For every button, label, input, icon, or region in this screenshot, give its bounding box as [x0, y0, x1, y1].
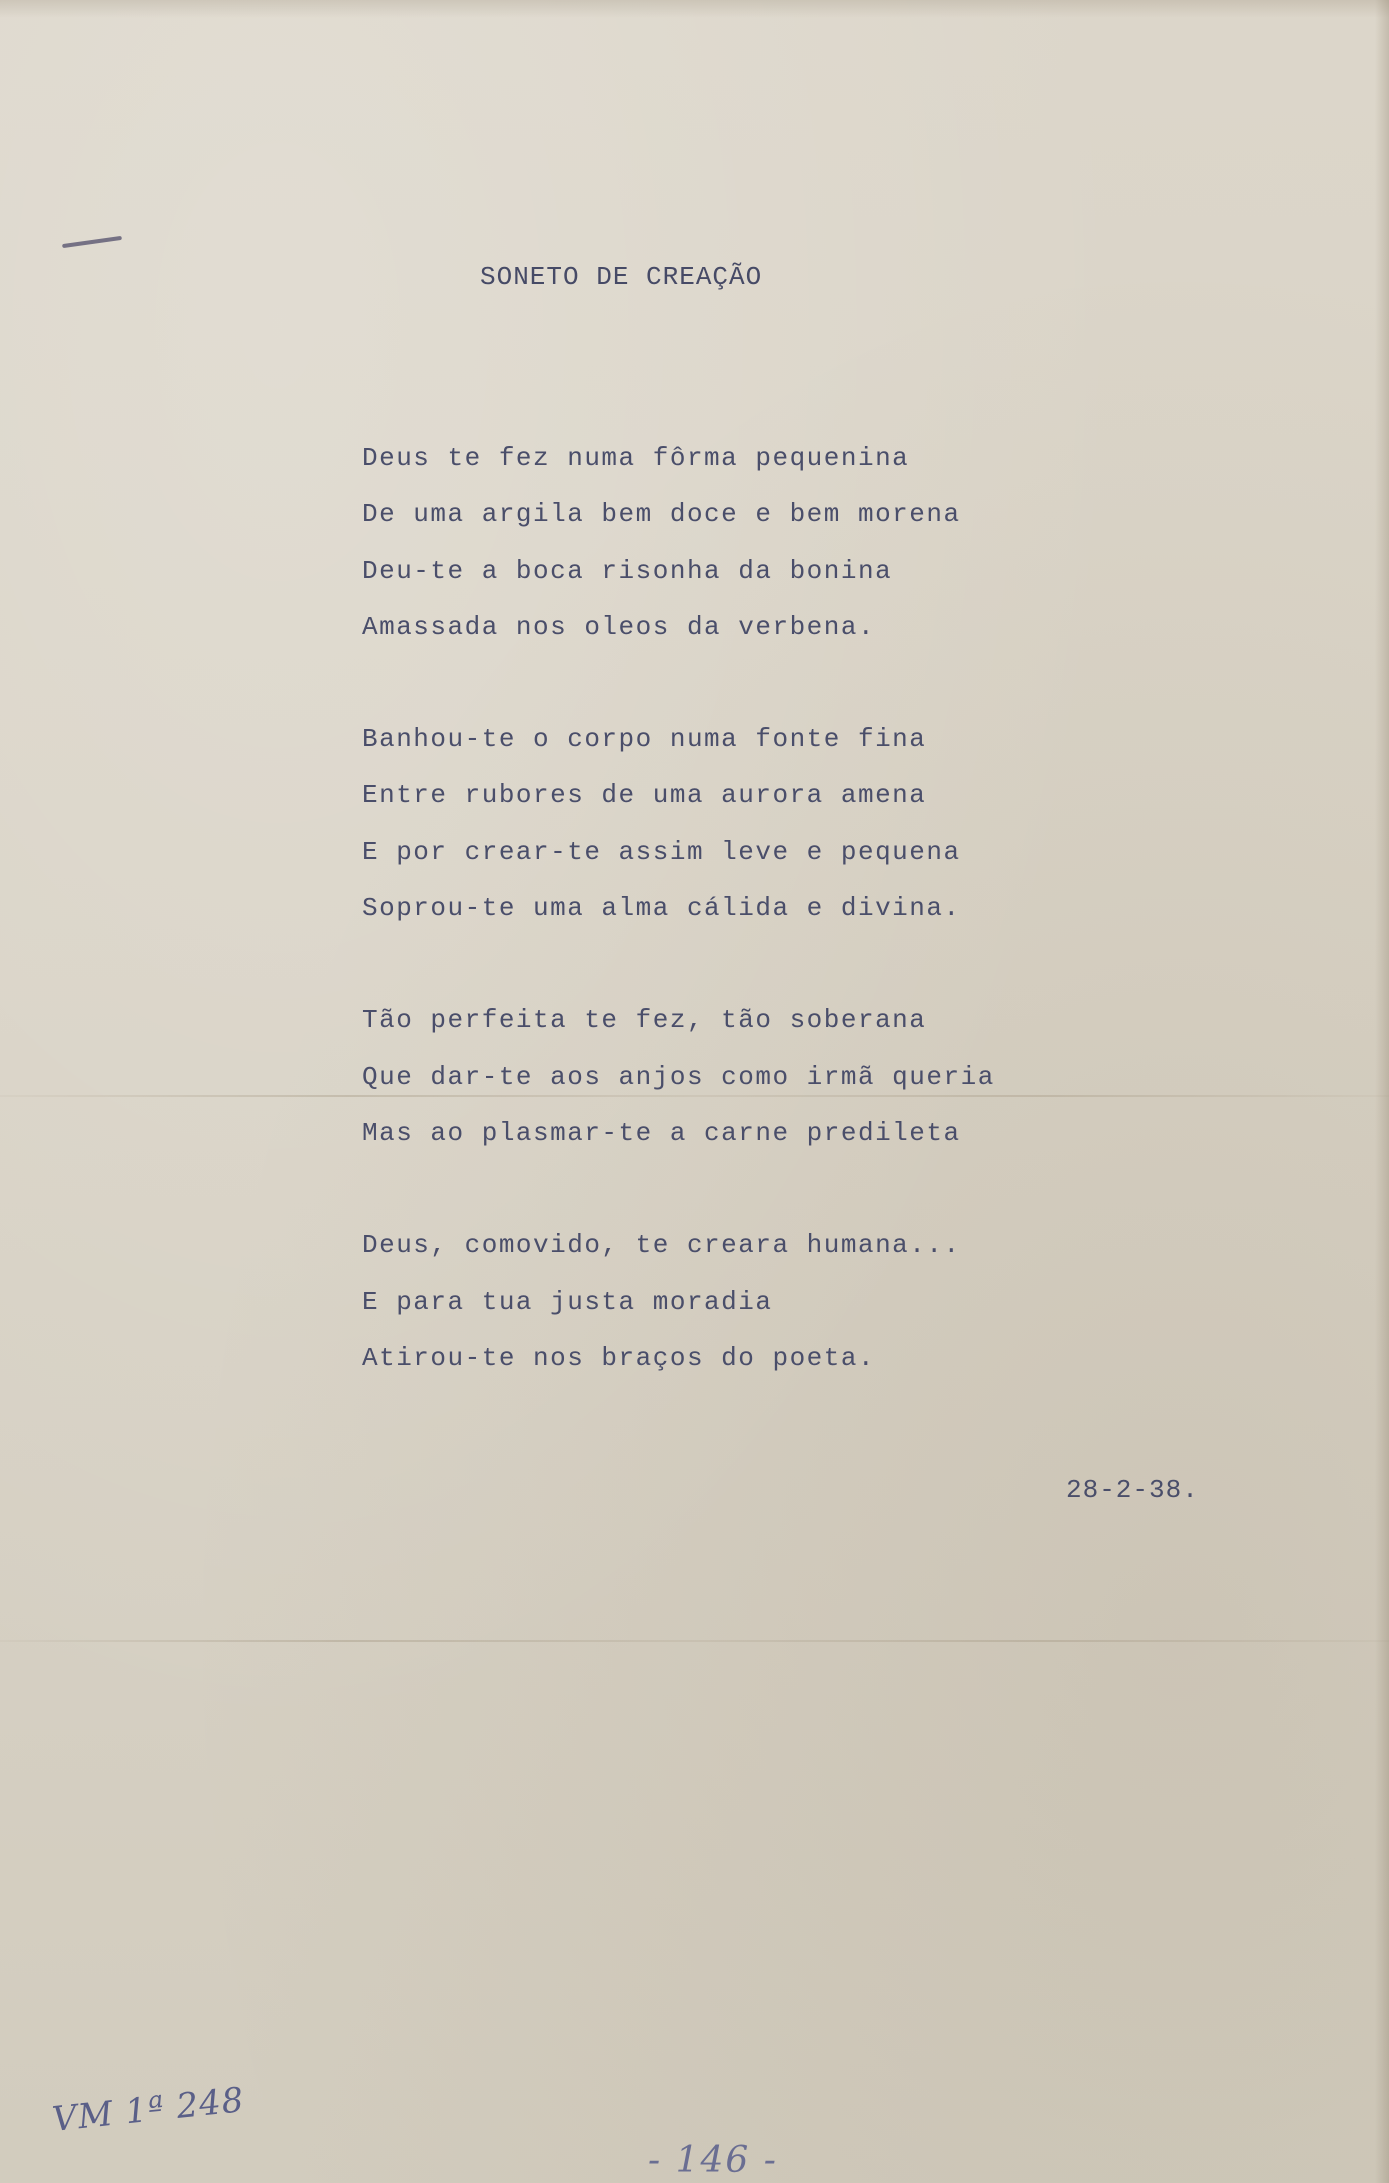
poem-line: Deus, comovido, te creara humana... — [362, 1230, 961, 1261]
ink-mark — [62, 236, 122, 248]
archive-reference: VM 1ª 248 — [50, 2080, 247, 2140]
page-number: - 146 - — [648, 2140, 778, 2181]
paper-top-edge — [0, 0, 1389, 18]
stanza — [362, 1217, 995, 1386]
poem-date: 28-2-38. — [1066, 1475, 1199, 1505]
poem-line: Tão perfeita te fez, tão soberana — [362, 1005, 927, 1036]
poem-line: Atirou-te nos braços do poeta. — [362, 1342, 876, 1373]
poem-title: SONETO DE CREAÇÃO — [480, 262, 763, 292]
poem-line: E para tua justa moradia — [362, 1286, 773, 1317]
poem-line: Mas ao plasmar-te a carne predileta — [362, 1117, 961, 1148]
poem-line: Deu-te a boca risonha da bonina — [362, 555, 893, 586]
poem-line: E por crear-te assim leve e pequena — [362, 836, 961, 867]
poem-line: Soprou-te uma alma cálida e divina. — [362, 893, 961, 924]
poem-body — [362, 430, 995, 1442]
poem-line: Entre rubores de uma aurora amena — [362, 780, 927, 811]
stanza — [362, 992, 995, 1161]
fold-line — [0, 1640, 1389, 1642]
poem-line: Amassada nos oleos da verbena. — [362, 611, 876, 642]
paper-right-edge — [1375, 0, 1389, 2183]
poem-line: De uma argila bem doce e bem morena — [362, 499, 961, 530]
stanza — [362, 711, 995, 936]
stanza — [362, 430, 995, 655]
poem-line: Que dar-te aos anjos como irmã queria — [362, 1061, 995, 1092]
poem-line: Banhou-te o corpo numa fonte fina — [362, 724, 927, 755]
poem-line: Deus te fez numa fôrma pequenina — [362, 443, 910, 473]
